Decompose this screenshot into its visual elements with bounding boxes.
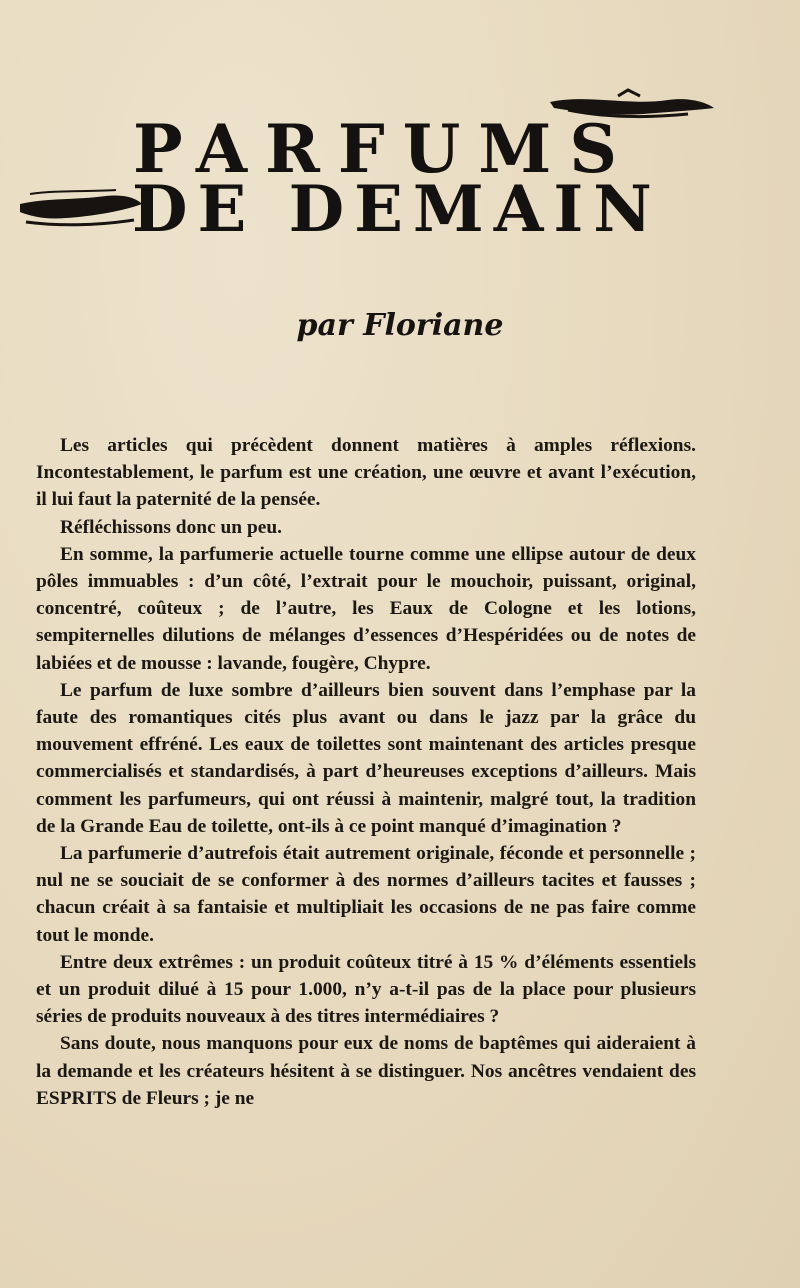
title-line-1: PARFUMS bbox=[133, 110, 636, 188]
paragraph: Le parfum de luxe sombre d’ailleurs bien souvent dans l’emphase par la faute des romantiques cités plus avant ou dans le jazz par la grâce du mouvement effréné. Les eaux de toilettes sont maintenant des articles presque commercialisés et standardisés, à part d’heureuses exceptions d’ailleurs. Mais comment les parfumeurs, qui ont réussi à maintenir, malgré tout, la tradition de la Grande Eau de toilette, ont-ils à ce point manqué d’imagination ? bbox=[36, 679, 696, 837]
paragraph: En somme, la parfumerie actuelle tourne comme une ellipse autour de deux pôles immuables : d’un côté, l’extrait pour le mouchoir, puissant, original, concentré, coûteux ; de l’autre, les Eaux de Cologne et les lotions, sempiternelles dilutions de mélanges d’essences d’Hespéridées ou de notes de labiées et de mousse : lavande, fougère, Chypre. bbox=[36, 543, 696, 674]
paragraph: La parfumerie d’autrefois était autrement originale, féconde et personnelle ; nul ne se souciait de se conformer à des normes d’ailleurs tacites et fausses ; chacun créait à sa fantaisie et multipliait les occasions de ne pas faire comme tout le monde. bbox=[36, 843, 696, 946]
author-byline: par Floriane bbox=[296, 308, 504, 343]
article-title bbox=[0, 100, 800, 280]
left-brush-flourish bbox=[16, 186, 146, 232]
paragraph: Entre deux extrêmes : un produit coûteux titré à 15 % d’éléments essentiels et un produit dilué à 15 pour 1.000, n’y a-t-il pas de la place pour plusieurs séries de produits nouveaux à des titres intermédiaires ? bbox=[36, 951, 696, 1028]
paragraph: Les articles qui précèdent donnent matières à amples réflexions. Incontestablement, le parfum est une création, une œuvre et avant l’exécution, il lui faut la paternité de la pensée. bbox=[36, 435, 696, 511]
article-body bbox=[36, 432, 696, 1112]
title-line-2: DE DEMAIN bbox=[132, 172, 662, 247]
paragraph: Réfléchissons donc un peu. bbox=[60, 516, 282, 538]
paragraph: Sans doute, nous manquons pour eux de noms de baptêmes qui aideraient à la demande et les créateurs hésitent à se distinguer. Nos ancêtres vendaient des ESPRITS de Fleurs ; je ne bbox=[36, 1033, 696, 1109]
